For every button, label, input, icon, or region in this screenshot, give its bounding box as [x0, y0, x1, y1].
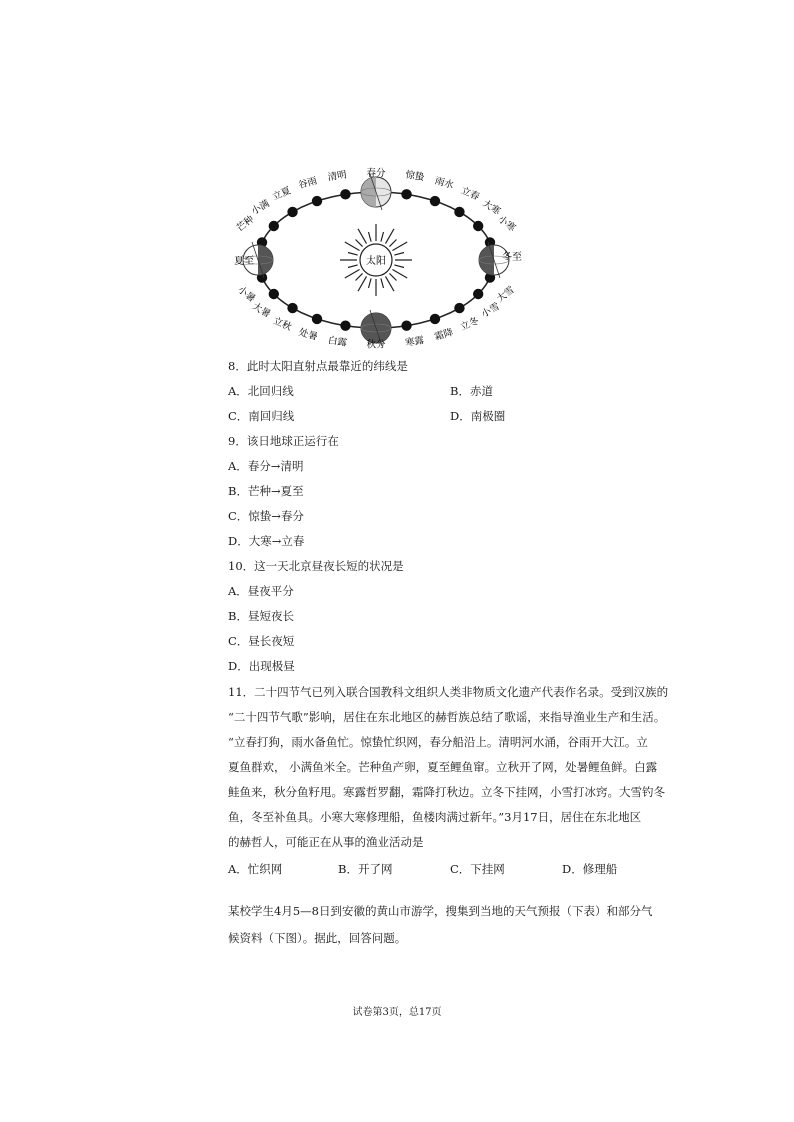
q11-option-d[interactable]: D．修理船 [562, 862, 618, 876]
term-label: 小雪 [479, 301, 502, 321]
q11-option-a[interactable]: A．忙织网 [228, 862, 283, 876]
q11-line: 鱼，冬至补鱼具。小寒大寒修理船，鱼楼肉满过新年。”3月17日，居住在东北地区 [228, 810, 642, 824]
term-label: 处暑 [297, 327, 319, 343]
sun-label: 太阳 [366, 256, 386, 267]
q9-option-a[interactable]: A．春分→清明 [228, 459, 304, 473]
winter-solstice-label: 冬至 [502, 252, 522, 263]
q11-line: “二十四节气歌”影响，居住在东北地区的赫哲族总结了歌谣，来指导渔业生产和生活。 [228, 710, 666, 724]
q10-stem: 10．这一天北京昼夜长短的状况是 [228, 559, 404, 573]
q9-stem: 9．该日地球正运行在 [228, 434, 339, 448]
term-label: 白露 [327, 335, 348, 349]
term-dot [312, 196, 322, 206]
term-label: 大寒 [480, 198, 503, 218]
term-dot [287, 207, 297, 217]
q10-option-d[interactable]: D．出现极昼 [228, 659, 295, 673]
term-label: 寒露 [404, 335, 425, 349]
term-label: 小寒 [495, 213, 518, 235]
q9-option-d[interactable]: D．大寒→立春 [228, 534, 305, 548]
intro-line: 某校学生4月5—8日到安徽的黄山市游学，搜集到当地的天气预报（下表）和部分气 [228, 904, 653, 918]
section-intro [228, 898, 653, 952]
term-dot [340, 189, 350, 199]
q8-option-a[interactable]: A．北回归线 [228, 384, 294, 398]
term-label: 大雪 [494, 284, 517, 305]
term-label: 立夏 [270, 185, 293, 203]
q11-line: 夏鱼群欢， 小满鱼米全。芒种鱼产卵，夏至鲤鱼窜。立秋开了网，处暑鲤鱼鲜。白露 [228, 760, 658, 774]
term-dot [473, 221, 483, 231]
term-label: 立春 [459, 185, 482, 203]
q11-option-c[interactable]: C．下挂网 [450, 862, 505, 876]
q9-option-b[interactable]: B．芒种→夏至 [228, 484, 304, 498]
q10-option-c[interactable]: C．昼长夜短 [228, 634, 295, 648]
term-label: 立秋 [271, 315, 294, 334]
term-dot [401, 189, 411, 199]
term-dot [340, 320, 350, 330]
term-label: 立冬 [458, 315, 481, 334]
term-label: 谷雨 [297, 175, 319, 192]
q10-option-b[interactable]: B．昼短夜长 [228, 609, 294, 623]
term-dot [312, 314, 322, 324]
term-label: 秋分 [366, 339, 386, 350]
q11-stem [228, 680, 669, 855]
q8-option-b[interactable]: B．赤道 [450, 384, 493, 398]
term-label: 小满 [249, 198, 272, 218]
q11-option-b[interactable]: B．开了网 [338, 862, 393, 876]
term-dot [401, 320, 411, 330]
q11-line: 鲑鱼来，秋分鱼籽甩。寒露哲罗翻，霜降打秋边。立冬下挂网，小雪打冰窍。大雪钓冬 [228, 785, 665, 799]
term-label: 大暑 [250, 301, 273, 321]
term-label: 清明 [327, 169, 348, 184]
term-dot [430, 196, 440, 206]
q11-line: “立春打狗，雨水备鱼忙。惊蛰忙织网，春分船沿上。清明河水涌，谷雨开大江。立 [228, 735, 648, 749]
term-label: 惊蛰 [404, 169, 425, 184]
term-label: 芒种 [234, 213, 257, 235]
q11-line: 11．二十四节气已列入联合国教科文组织人类非物质文化遗产代表作名录。受到汉族的 [228, 685, 669, 699]
intro-line: 候资料（下图）。据此，回答问题。 [228, 931, 407, 945]
q11-line: 的赫哲人，可能正在从事的渔业活动是 [228, 835, 424, 849]
summer-solstice-label: 夏至 [234, 256, 254, 267]
q8-stem: 8．此时太阳直射点最靠近的纬线是 [228, 359, 408, 373]
term-dot [269, 289, 279, 299]
earth-orbit-diagram [226, 150, 526, 350]
q8-option-d[interactable]: D．南极圈 [450, 409, 506, 423]
term-label: 春分 [366, 167, 386, 179]
page-footer: 试卷第3页，总17页 [352, 1007, 442, 1018]
term-label: 霜降 [433, 327, 455, 343]
term-dot [473, 289, 483, 299]
term-dot [287, 303, 297, 313]
term-dot [454, 303, 464, 313]
q9-option-c[interactable]: C．惊蛰→春分 [228, 509, 304, 523]
term-label: 小暑 [235, 284, 258, 305]
spring-equinox-earth [361, 174, 391, 210]
term-dot [430, 314, 440, 324]
term-dot [454, 207, 464, 217]
q8-option-c[interactable]: C．南回归线 [228, 409, 295, 423]
term-label: 雨水 [433, 175, 455, 192]
term-dot [269, 221, 279, 231]
q10-option-a[interactable]: A．昼夜平分 [228, 584, 294, 598]
